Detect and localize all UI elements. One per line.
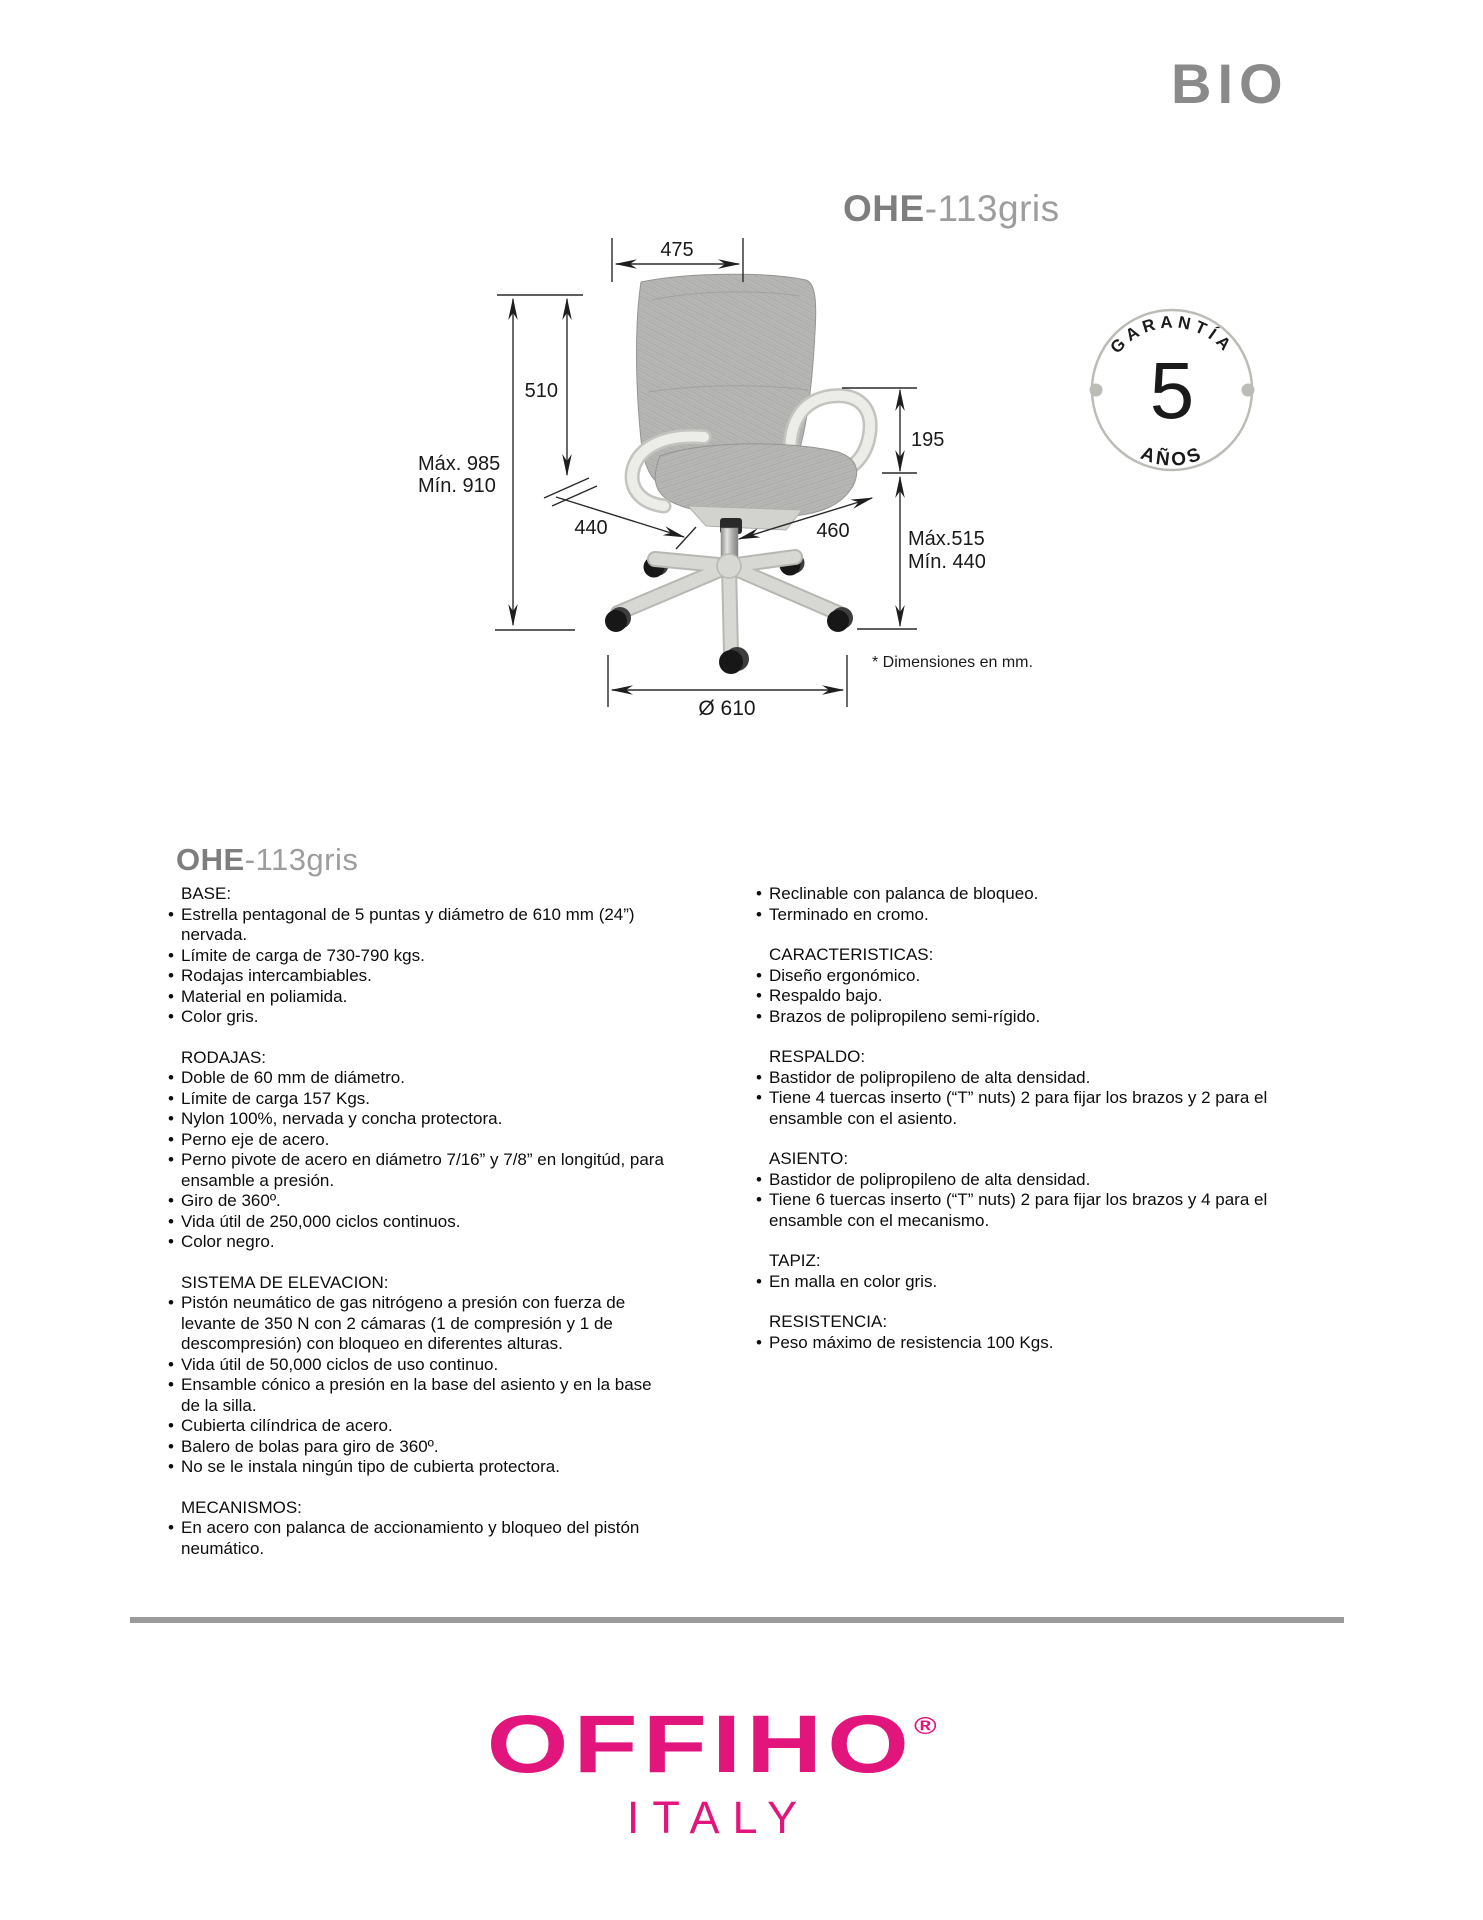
dim-total-height-min-label: Mín. 910 [418,475,496,497]
spec-item: • Bastidor de polipropileno de alta densidad. [756,1068,1271,1089]
dim-arm-to-seat-label: 195 [911,429,945,451]
spec-item: • Terminado en cromo. [756,905,1271,926]
spec-item: • Brazos de polipropileno semi-rígido. [756,1007,1271,1028]
spec-item-list [756,884,1271,925]
spec-item: • Bastidor de polipropileno de alta densidad. [756,1170,1271,1191]
spec-item: • Color gris. [168,1007,670,1028]
spec-section-heading: SISTEMA DE ELEVACION: [181,1272,389,1292]
dim-seat-width-label: 440 [574,517,608,539]
spec-item: • Respaldo bajo. [756,986,1271,1007]
spec-section-heading: TAPIZ: [769,1251,821,1270]
spec-item: • Perno pivote de acero en diámetro 7/16” y 7/8” en longitúd, para ensamble a presión. [168,1150,670,1191]
dim-total-height-max-label: Máx. 985 [418,453,501,475]
spec-item: • Vida útil de 50,000 ciclos de uso continuo. [168,1355,670,1376]
badge-number: 5 [1149,346,1195,435]
dim-back-width-label: 475 [660,239,694,261]
spec-section-title [176,844,358,875]
spec-title-rest: -113gris [244,842,359,877]
spec-item: • Diseño ergonómico. [756,966,1271,987]
registered-mark: ® [914,1713,937,1740]
spec-item: • Perno eje de acero. [168,1130,670,1151]
spec-item-list [168,1293,670,1478]
spec-item: • Ensamble cónico a presión en la base del asiento y en la base de la silla. [168,1375,670,1416]
chair-mechanism [688,506,802,530]
spec-item-list [168,1068,670,1253]
badge-dot-left [1090,384,1103,397]
spec-column-right [756,884,1271,1353]
page-title [843,190,1060,227]
spec-title-bold: OHE [176,842,245,877]
spec-item: • En acero con palanca de accionamiento y bloqueo del pistón neumático. [168,1518,670,1559]
spec-section [168,884,670,1028]
dim-base-diameter-label: Ø 610 [698,697,756,720]
spec-item: • Doble de 60 mm de diámetro. [168,1068,670,1089]
spec-column-left [168,884,670,1559]
spec-item: • Estrella pentagonal de 5 puntas y diámetro de 610 mm (24”) nervada. [168,905,670,946]
spec-section-heading: RODAJAS: [181,1047,267,1067]
spec-section [756,945,1271,1027]
spec-item: • Límite de carga de 730-790 kgs. [168,946,670,967]
spec-item: • Peso máximo de resistencia 100 Kgs. [756,1333,1271,1354]
spec-section [756,884,1271,925]
spec-item-list [168,1518,670,1559]
dimensions-note: * Dimensiones en mm. [872,654,1033,671]
spec-item: • Cubierta cilíndrica de acero. [168,1416,670,1437]
spec-item: • Material en poliamida. [168,987,670,1008]
dim-seat-height-min-label: Mín. 440 [908,551,986,573]
spec-section-heading: MECANISMOS: [181,1497,302,1517]
spec-item: • Vida útil de 250,000 ciclos continuos. [168,1212,670,1233]
badge-arc-bottom-text: AÑOS [1137,443,1207,471]
warranty-badge [1090,310,1255,471]
caster [605,607,631,632]
spec-item-list [756,966,1271,1028]
spec-item: • Rodajas intercambiables. [168,966,670,987]
chair-illustration [605,274,870,674]
chair-dimension-diagram [390,230,1280,780]
spec-item-list [168,905,670,1028]
spec-section [168,1048,670,1253]
spec-section-heading: ASIENTO: [769,1149,849,1168]
spec-section [756,1149,1271,1231]
spec-item: • Balero de bolas para giro de 360º. [168,1437,670,1458]
spec-item: • No se le instala ningún tipo de cubierta protectora. [168,1457,670,1478]
spec-item: • En malla en color gris. [756,1272,1271,1293]
spec-item: • Nylon 100%, nervada y concha protectora. [168,1109,670,1130]
dim-seat-depth-label: 460 [816,520,850,542]
model-code-bold: OHE [843,188,925,229]
dim-seat-height-max-label: Máx.515 [908,528,985,550]
offiho-logo [462,1699,962,1843]
dim-back-height-label: 510 [524,380,558,402]
spec-item-list [756,1272,1271,1293]
spec-item: • Color negro. [168,1232,670,1253]
offiho-wordmark: OFFIHO® [487,1699,937,1790]
bio-logo: BIO [1171,52,1289,115]
spec-section [756,1047,1271,1129]
offiho-italy-text: ITALY [626,1792,811,1843]
spec-item: • Reclinable con palanca de bloqueo. [756,884,1271,905]
spec-section [756,1251,1271,1292]
spec-item: • Límite de carga 157 Kgs. [168,1089,670,1110]
spec-section-heading: BASE: [181,884,232,903]
spec-section [168,1498,670,1560]
spec-item: • Tiene 4 tuercas inserto (“T” nuts) 2 para fijar los brazos y 2 para el ensamble con el asiento. [756,1088,1271,1129]
spec-section [756,1312,1271,1353]
spec-section-heading: RESISTENCIA: [769,1312,888,1331]
spec-item: • Pistón neumático de gas nitrógeno a presión con fuerza de levante de 350 N con 2 cámaras (1 de compresión y 1 de descompresión) con bloqueo en diferentes alturas. [168,1293,670,1355]
footer-divider [130,1617,1344,1623]
spec-item-list [756,1333,1271,1354]
spec-section-heading: CARACTERISTICAS: [769,945,934,964]
spec-item: • Giro de 360º. [168,1191,670,1212]
badge-arc-top-text: GARANTÍA [1106,312,1238,358]
spec-item-list [756,1170,1271,1232]
model-code-rest: -113gris [924,188,1060,229]
spec-section [168,1273,670,1478]
spec-item-list [756,1068,1271,1130]
spec-item: • Tiene 6 tuercas inserto (“T” nuts) 2 para fijar los brazos y 4 para el ensamble con el mecanismo. [756,1190,1271,1231]
badge-dot-right [1242,384,1255,397]
spec-section-heading: RESPALDO: [769,1047,866,1066]
